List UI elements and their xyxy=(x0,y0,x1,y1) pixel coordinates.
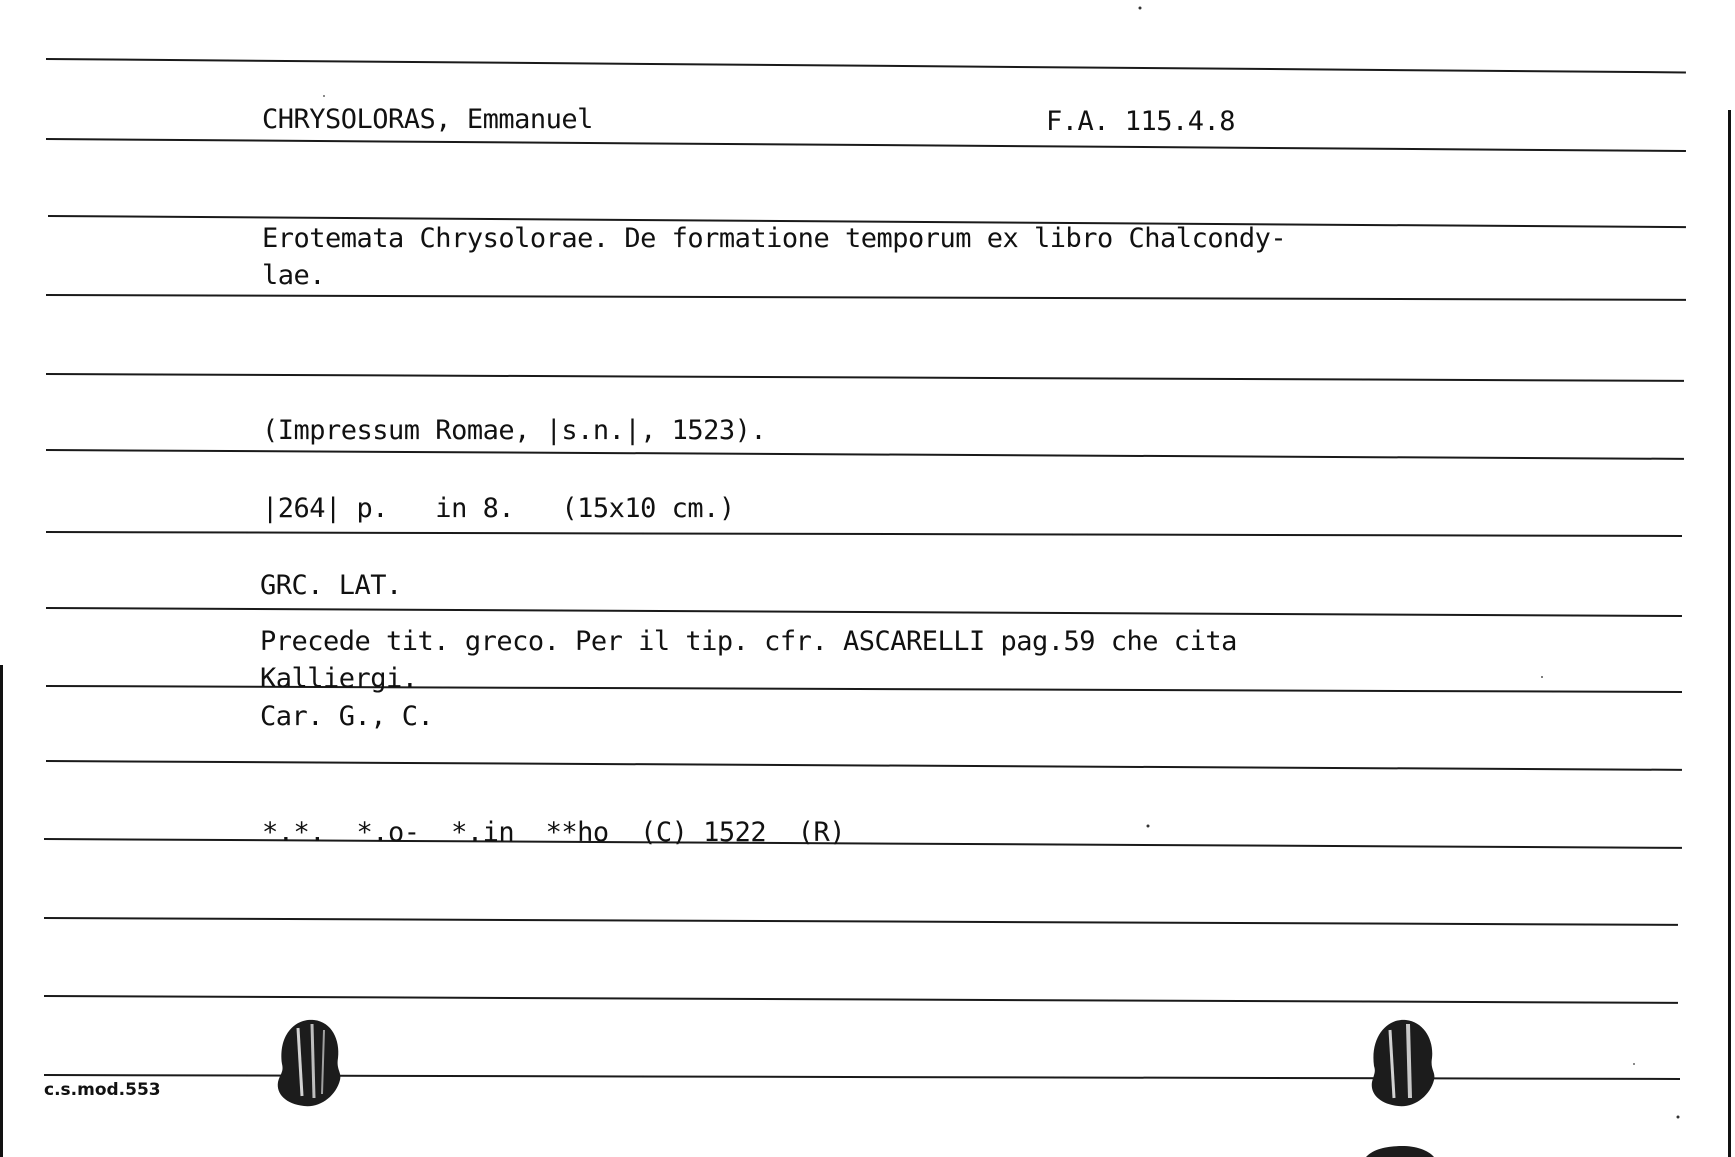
note-line-1: Precede tit. greco. Per il tip. cfr. ASCARELLI pag.59 che cita xyxy=(260,626,1237,657)
collation: |264| p. in 8. (15x10 cm.) xyxy=(262,493,735,524)
title-line-2: lae. xyxy=(262,260,326,291)
language: GRC. LAT. xyxy=(260,570,402,601)
form-code: c.s.mod.553 xyxy=(44,1080,161,1100)
title-line-1: Erotemata Chrysolorae. De formatione temporum ex libro Chalcondy- xyxy=(262,223,1287,254)
fingerprint: *.*. *.o- *.in **ho (C) 1522 (R) xyxy=(262,817,845,848)
imprint: (Impressum Romae, |s.n.|, 1523). xyxy=(262,415,767,446)
copy-note: Car. G., C. xyxy=(260,701,434,732)
shelfmark: F.A. 115.4.8 xyxy=(1046,106,1236,137)
note-line-2: Kalliergi. xyxy=(260,663,418,694)
author-heading: CHRYSOLORAS, Emmanuel xyxy=(262,104,593,135)
